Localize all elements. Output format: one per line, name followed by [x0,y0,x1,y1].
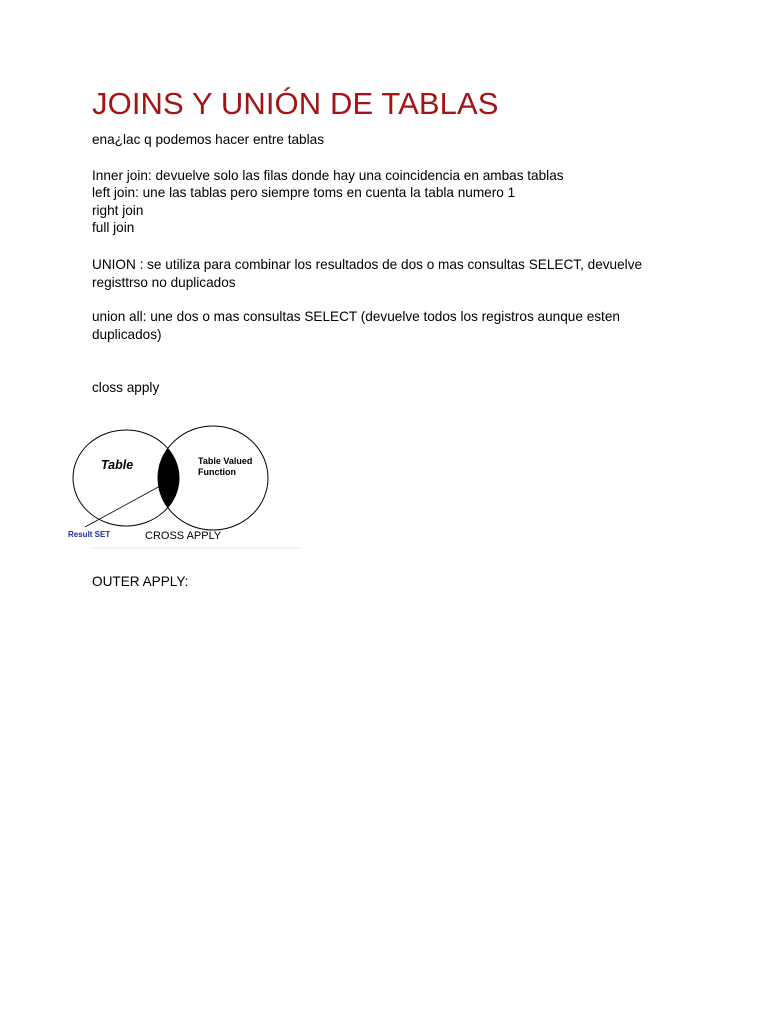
cross-apply-heading: closs apply [92,380,160,395]
cross-apply-venn-diagram [63,414,303,550]
result-set-label: Result SET [68,530,111,539]
full-join-line: full join [92,220,135,235]
page-title: JOINS Y UNIÓN DE TABLAS [92,86,499,121]
inner-join-line: Inner join: devuelve solo las filas donde hay una coincidencia en ambas tablas [92,168,564,183]
left-join-line: left join: une las tablas pero siempre toms en cuenta la tabla numero 1 [92,185,516,200]
outer-apply-heading: OUTER APPLY: [92,574,189,589]
right-function-label-1: Table Valued [198,456,253,466]
union-all-paragraph: union all: une dos o mas consultas SELECT (devuelve todos los registros aunque esten duplicados) [92,309,620,342]
left-table-label: Table [101,458,134,472]
cross-apply-caption: CROSS APPLY [145,530,222,542]
union-paragraph: UNION : se utiliza para combinar los resultados de dos o mas consultas SELECT, devuelve registtrso no duplicados [92,257,643,290]
intersection-lens [158,426,268,530]
intro-text: ena¿lac q podemos hacer entre tablas [92,132,324,147]
right-join-line: right join [92,203,144,218]
result-pointer-line [85,479,173,527]
right-function-label-2: Function [198,467,236,477]
